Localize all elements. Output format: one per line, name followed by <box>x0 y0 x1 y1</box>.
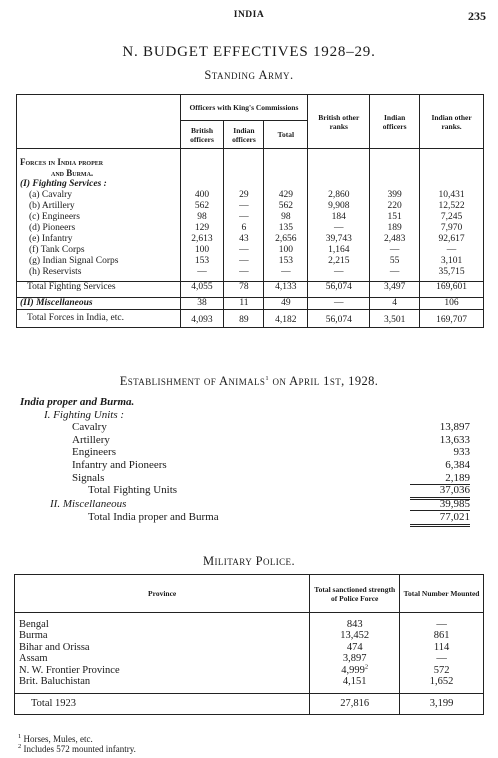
animals-heading-text: Establishment of Animals <box>119 374 266 388</box>
table-row <box>17 256 484 267</box>
row-value: 2,189 <box>410 472 470 486</box>
row-label: Total India proper and Burma <box>88 511 219 524</box>
footnote-mark: 1 <box>18 733 22 740</box>
header-total: Total <box>264 121 308 149</box>
province-name: Bihar and Orissa <box>19 641 90 653</box>
row-label: Artillery <box>72 433 110 446</box>
total-fighting-row <box>17 282 484 294</box>
row-label: (II) Miscellaneous <box>17 297 181 309</box>
province-name: Assam <box>19 653 48 664</box>
cell: 9,908 <box>308 201 370 212</box>
cell: — <box>420 245 484 256</box>
cell: 3,199 <box>400 694 484 715</box>
cell: 400 <box>180 190 224 201</box>
cell: — <box>224 245 264 256</box>
table-row <box>17 223 484 234</box>
strength-value: 4,999 <box>341 664 365 676</box>
header-indian-officers-kings: Indian officers <box>224 121 264 149</box>
fighting-services-label: (I) Fighting Services : <box>17 179 181 190</box>
animals-total-fighting <box>20 484 470 497</box>
police-heading: Military Police. <box>203 554 295 568</box>
row-label: Total Forces in India, etc. <box>17 313 181 328</box>
list-item <box>20 446 470 459</box>
running-head-title: INDIA <box>233 10 265 20</box>
strength-value: 843 <box>346 618 363 630</box>
cell: 43 <box>224 234 264 245</box>
row-value: 6,384 <box>445 458 470 471</box>
list-item <box>20 421 470 434</box>
row-label: (d) Pioneers <box>17 223 181 234</box>
table-row <box>17 267 484 278</box>
province-name: Brit. Baluchistan <box>19 676 91 687</box>
cell: 429 <box>264 190 308 201</box>
cell: 4,133 <box>264 282 308 294</box>
cell: 151 <box>370 212 420 223</box>
cell: 153 <box>264 256 308 267</box>
cell: 2,656 <box>264 234 308 245</box>
cell: 3,501 <box>370 313 420 328</box>
cell: 169,601 <box>420 282 484 294</box>
cell: 35,715 <box>420 267 484 278</box>
cell: 184 <box>308 212 370 223</box>
row-label: (g) Indian Signal Corps <box>17 256 181 267</box>
row-value: 37,036 <box>410 484 470 500</box>
strength-cell <box>310 653 400 665</box>
cell: 49 <box>264 297 308 309</box>
animals-total <box>20 511 470 524</box>
mounted-cell: — <box>400 619 484 631</box>
table-row <box>15 630 484 642</box>
running-head <box>0 10 498 24</box>
cell: 2,613 <box>180 234 224 245</box>
cell: 38 <box>180 297 224 309</box>
mounted-cell: 572 <box>400 665 484 677</box>
province-name: Burma <box>19 630 48 641</box>
forces-title-1: Forces in India proper <box>17 157 181 168</box>
header-indian-officers: Indian officers <box>370 95 420 149</box>
cell: 55 <box>370 256 420 267</box>
cell: 56,074 <box>308 313 370 328</box>
row-label: (h) Reservists <box>17 267 181 278</box>
row-label: Engineers <box>72 446 116 459</box>
effectives-table <box>16 94 484 328</box>
table-row <box>15 665 484 677</box>
cell: 78 <box>224 282 264 294</box>
strength-value: 3,897 <box>342 653 367 664</box>
animals-heading <box>0 374 498 389</box>
header-mounted: Total Number Mounted <box>400 575 484 613</box>
cell: 106 <box>420 297 484 309</box>
header-blank <box>17 95 181 149</box>
list-item <box>20 434 470 447</box>
cell: 98 <box>264 212 308 223</box>
cell: 3,497 <box>370 282 420 294</box>
row-label: Total 1923 <box>31 698 77 709</box>
section-heading: N. BUDGET EFFECTIVES 1928–29. <box>122 44 376 60</box>
animals-list <box>20 396 470 524</box>
footnote-text: Horses, Mules, etc. <box>21 734 93 744</box>
footnote-1 <box>18 734 136 744</box>
header-indian-other-ranks: Indian other ranks. <box>420 95 484 149</box>
province-name: N. W. Frontier Province <box>19 664 120 676</box>
cell: 4,182 <box>264 313 308 328</box>
row-label: Infantry and Pioneers <box>72 458 167 471</box>
strength-cell <box>310 630 400 642</box>
cell: 7,970 <box>420 223 484 234</box>
cell: 12,522 <box>420 201 484 212</box>
cell: 189 <box>370 223 420 234</box>
row-value: 77,021 <box>410 511 470 527</box>
table-row <box>17 245 484 256</box>
cell: 27,816 <box>310 694 400 715</box>
animals-region: India proper and Burma. <box>20 396 135 408</box>
footnote-mark: 2 <box>18 743 22 750</box>
row-label: Cavalry <box>72 421 107 434</box>
cell: — <box>264 267 308 278</box>
footnote-2 <box>18 744 136 754</box>
police-total-row <box>15 694 484 715</box>
cell: — <box>224 256 264 267</box>
cell: 98 <box>180 212 224 223</box>
row-label: (b) Artillery <box>17 201 181 212</box>
table-row <box>17 234 484 245</box>
mounted-cell: 861 <box>400 630 484 642</box>
cell: 3,101 <box>420 256 484 267</box>
cell: — <box>224 212 264 223</box>
table-row <box>15 642 484 654</box>
table-row <box>15 676 484 688</box>
row-label: (c) Engineers <box>17 212 181 223</box>
row-label: (a) Cavalry <box>17 190 181 201</box>
section-subheading: Standing Army. <box>204 68 294 82</box>
cell: 100 <box>180 245 224 256</box>
row-label: Total Fighting Units <box>88 484 178 497</box>
mounted-cell: — <box>400 653 484 665</box>
cell: 39,743 <box>308 234 370 245</box>
row-label: (f) Tank Corps <box>17 245 181 256</box>
table-row <box>17 190 484 201</box>
cell: 399 <box>370 190 420 201</box>
cell: — <box>224 267 264 278</box>
strength-cell <box>310 642 400 654</box>
cell: — <box>308 223 370 234</box>
cell: 11 <box>224 297 264 309</box>
list-item <box>20 472 470 485</box>
fighting-units-label: I. Fighting Units : <box>44 408 125 421</box>
strength-value: 13,452 <box>340 630 370 641</box>
header-strength: Total sanctioned strength of Police Force <box>310 575 400 613</box>
strength-cell <box>310 619 400 631</box>
misc-row <box>17 297 484 309</box>
header-british-other-ranks: British other ranks <box>308 95 370 149</box>
row-label: (e) Infantry <box>17 234 181 245</box>
total-forces-row <box>17 313 484 328</box>
cell: 129 <box>180 223 224 234</box>
table-row <box>15 619 484 631</box>
mounted-cell: 1,652 <box>400 676 484 688</box>
header-british-officers: British officers <box>180 121 224 149</box>
cell: 56,074 <box>308 282 370 294</box>
cell: — <box>308 297 370 309</box>
cell: 100 <box>264 245 308 256</box>
cell: 92,617 <box>420 234 484 245</box>
cell: — <box>370 267 420 278</box>
police-table <box>14 574 484 715</box>
header-kings-commissions: Officers with King's Commissions <box>180 95 308 121</box>
footnotes <box>18 734 136 754</box>
row-value: 933 <box>453 446 470 459</box>
animals-heading-tail: on April 1st, 1928. <box>268 374 379 388</box>
strength-cell <box>310 665 400 677</box>
footnote-text: Includes 572 mounted infantry. <box>21 744 136 754</box>
row-value: 13,633 <box>439 433 470 446</box>
strength-value: 474 <box>346 641 363 653</box>
row-value: 13,897 <box>439 421 470 434</box>
cell: 6 <box>224 223 264 234</box>
table-row <box>17 212 484 223</box>
row-value: 39,985 <box>410 498 470 512</box>
cell: — <box>224 201 264 212</box>
page-number: 235 <box>468 9 486 23</box>
province-name: Bengal <box>19 618 49 630</box>
forces-title-2: and Burma. <box>17 168 181 179</box>
table-row <box>15 653 484 665</box>
footnote-mark: 1 <box>265 374 269 382</box>
cell: 89 <box>224 313 264 328</box>
cell: — <box>370 245 420 256</box>
cell: 4 <box>370 297 420 309</box>
list-item <box>20 459 470 472</box>
footnote-mark: 2 <box>364 663 369 670</box>
cell: 10,431 <box>420 190 484 201</box>
cell: 1,164 <box>308 245 370 256</box>
table-row <box>17 201 484 212</box>
cell: 2,483 <box>370 234 420 245</box>
strength-cell <box>310 676 400 688</box>
cell: 4,055 <box>180 282 224 294</box>
cell: 29 <box>224 190 264 201</box>
cell: 562 <box>180 201 224 212</box>
strength-value: 4,151 <box>342 676 367 687</box>
cell: 135 <box>264 223 308 234</box>
cell: 562 <box>264 201 308 212</box>
cell: 220 <box>370 201 420 212</box>
cell: 169,707 <box>420 313 484 328</box>
header-province: Province <box>15 575 310 613</box>
cell: — <box>308 267 370 278</box>
cell: — <box>180 267 224 278</box>
mounted-cell: 114 <box>400 642 484 654</box>
row-label: Signals <box>72 471 105 484</box>
row-label: II. Miscellaneous <box>50 497 127 510</box>
cell: 2,860 <box>308 190 370 201</box>
cell: 2,215 <box>308 256 370 267</box>
cell: 7,245 <box>420 212 484 223</box>
row-label: Total Fighting Services <box>17 282 181 294</box>
cell: 4,093 <box>180 313 224 328</box>
cell: 153 <box>180 256 224 267</box>
animals-misc <box>20 498 470 511</box>
